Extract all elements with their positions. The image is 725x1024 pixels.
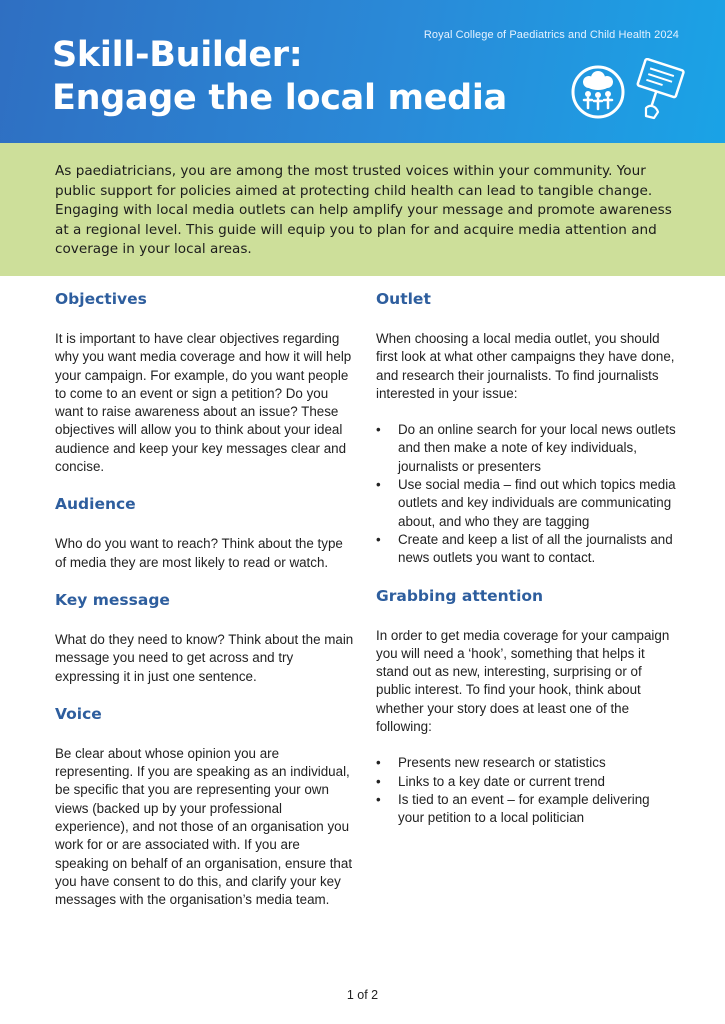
intro-text: As paediatricians, you are among the most trusted voices within your community. Your public support for policies aimed at protecting child health can lead to tangible change. Engaging with local media outlets can help amplify your message and promote awareness at a regional level. This guide will equip you to plan for and acquire media attention and coverage in your local areas. <box>55 163 672 258</box>
list-item <box>376 754 678 772</box>
page-title-line-1: Skill-Builder: <box>52 35 303 75</box>
outlet-list <box>376 421 678 567</box>
page-title <box>52 34 507 120</box>
list-item-text: Do an online search for your local news outlets and then make a note of key individuals, journalists or presenters <box>398 422 676 474</box>
voice-text: Be clear about whose opinion you are representing. If you are speaking as an individual, be specific that you are representing your own views (backed up by your professional experience), and not those of an organisation you work for or are associated with. If you are speaking on behalf of an organisation, ensure that you have consent to do this, and clarify your key messages with the organisation’s media team. <box>55 745 353 908</box>
key-message-text: What do they need to know? Think about the main message you need to get across and try expressing it in just one sentence. <box>55 631 354 684</box>
intro-panel <box>0 143 725 276</box>
grabbing-attention-text: In order to get media coverage for your campaign you will need a ‘hook’, something that helps it stand out as new, interesting, surprising or of public interest. To find your hook, think about whether your story does at least one of the following: <box>376 627 670 735</box>
outlet-text: When choosing a local media outlet, you should first look at what other campaigns they have done, and research their journalists. To find journalists interested in your issue: <box>376 331 675 401</box>
objectives-heading: Objectives <box>55 290 147 308</box>
list-item-text: Create and keep a list of all the journalists and news outlets you want to contact. <box>398 531 673 566</box>
bullet-marker: • <box>376 773 381 789</box>
bullet-marker: • <box>376 422 381 438</box>
audience-text: Who do you want to reach? Think about the type of media they are most likely to read or watch. <box>55 536 343 570</box>
page-title-line-2: Engage the local media <box>52 78 507 118</box>
right-column <box>376 288 678 828</box>
header-banner <box>0 0 725 143</box>
list-item <box>376 531 678 568</box>
outlet-heading: Outlet <box>376 290 431 308</box>
left-column <box>55 288 355 910</box>
organisation-credit: Royal College of Paediatrics and Child Health 2024 <box>423 29 679 41</box>
audience-heading: Audience <box>55 495 136 514</box>
list-item <box>376 421 678 476</box>
list-item <box>376 476 678 531</box>
bullet-marker: • <box>376 531 381 547</box>
page-number: 1 of 2 <box>346 988 379 1002</box>
list-item-text: Use social media – find out which topics media outlets and key individuals are communicating about, and who they are tagging <box>398 477 676 529</box>
list-item-text: Links to a key date or current trend <box>398 773 605 789</box>
grabbing-attention-list <box>376 754 678 827</box>
list-item <box>376 773 678 791</box>
bullet-marker: • <box>376 755 381 771</box>
bullet-marker: • <box>376 791 381 807</box>
protest-sign-icon <box>632 58 688 122</box>
grabbing-attention-heading: Grabbing attention <box>376 586 544 605</box>
key-message-heading: Key message <box>55 590 170 609</box>
bullet-marker: • <box>376 477 381 493</box>
community-circle-icon <box>570 64 626 120</box>
list-item <box>376 791 678 828</box>
objectives-text: It is important to have clear objectives regarding why you want media coverage and how it will help your campaign. For example, do you want people to come to an event or sign a petition? Do you want to raise awareness about an issue? These objectives will allow you to think about your ideal audience and keep your key messages clear and concise. <box>55 331 352 475</box>
list-item-text: Is tied to an event – for example delivering your petition to a local politician <box>398 791 650 826</box>
voice-heading: Voice <box>55 704 102 723</box>
list-item-text: Presents new research or statistics <box>398 755 606 771</box>
